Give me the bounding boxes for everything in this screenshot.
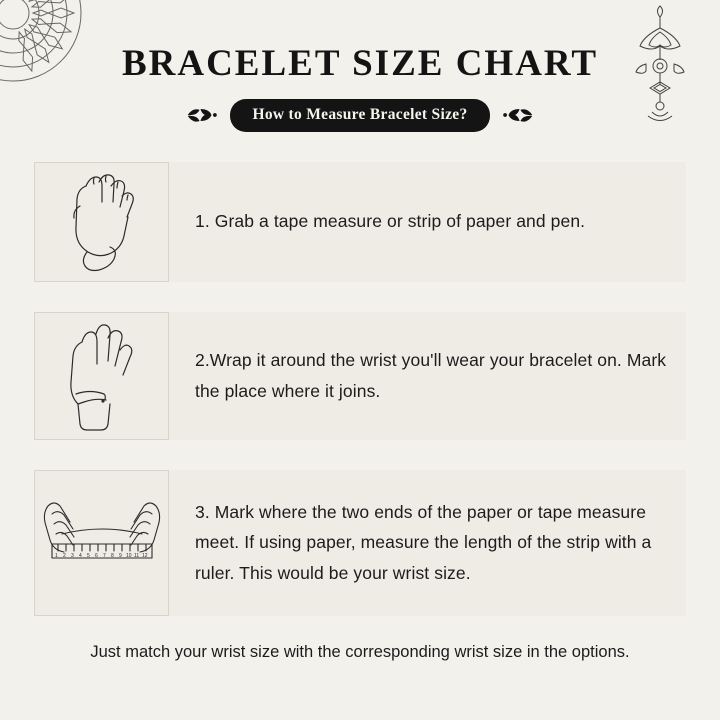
page-title: BRACELET SIZE CHART <box>121 43 599 84</box>
step-item <box>34 162 686 282</box>
svg-text:6: 6 <box>94 552 98 559</box>
svg-text:8: 8 <box>110 552 114 559</box>
svg-text:3: 3 <box>70 552 74 559</box>
svg-text:10: 10 <box>125 552 132 559</box>
steps-list <box>0 162 720 616</box>
step-3-text-panel <box>169 470 686 616</box>
subtitle-pill: How to Measure Bracelet Size? <box>230 99 489 132</box>
hands-holding-ruler-icon <box>38 488 166 598</box>
step-item <box>34 312 686 440</box>
step-item <box>34 470 686 616</box>
svg-text:4: 4 <box>78 552 82 559</box>
svg-text:5: 5 <box>86 552 90 559</box>
leaf-flourish-icon-right <box>500 104 534 126</box>
svg-text:2: 2 <box>62 552 66 559</box>
step-1-text: 1. Grab a tape measure or strip of paper and pen. <box>195 211 586 232</box>
fist-hand-with-tape-icon <box>42 166 162 278</box>
step-1-figure <box>34 162 169 282</box>
subtitle-row <box>0 99 720 132</box>
step-2-figure <box>34 312 169 440</box>
step-3-figure <box>34 470 169 616</box>
svg-text:9: 9 <box>118 552 122 559</box>
step-3-text: 3. Mark where the two ends of the paper or tape measure meet. If using paper, measure the length of the strip with a ruler. This would be your wrist size. <box>195 501 652 583</box>
step-2-text-panel <box>169 312 686 440</box>
svg-text:12: 12 <box>141 552 148 559</box>
step-1-text-panel <box>169 162 686 282</box>
footer-note: Just match your wrist size with the corresponding wrist size in the options. <box>90 642 630 661</box>
svg-text:11: 11 <box>133 552 139 559</box>
svg-text:7: 7 <box>102 552 106 559</box>
hand-wrist-wrap-icon <box>42 316 162 436</box>
leaf-flourish-icon-left <box>186 104 220 126</box>
step-2-text: 2.Wrap it around the wrist you'll wear your bracelet on. Mark the place where it joins. <box>195 350 667 401</box>
svg-text:1: 1 <box>54 552 58 559</box>
header <box>0 0 720 132</box>
